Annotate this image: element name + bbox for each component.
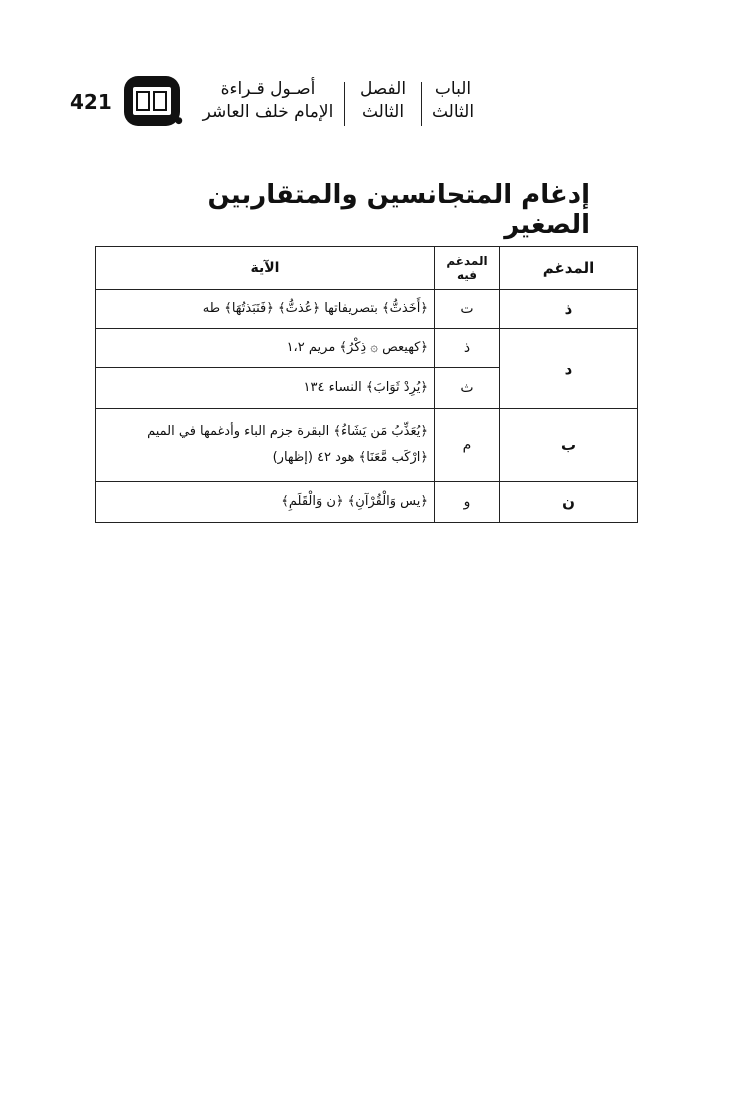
mudgham-fih-cell: ث: [435, 368, 500, 409]
mudgham-fih-cell: ذ: [435, 329, 500, 368]
header-book-title: أصـول قـراءة: [220, 79, 316, 99]
ayah-cell: [96, 290, 435, 329]
page-title: إدغام المتجانسين والمتقاربين الصغير: [207, 180, 590, 240]
header-mudgham: المدغم: [500, 247, 638, 290]
mudgham-cell: ن: [500, 482, 638, 523]
header-ayah: الآية: [96, 247, 435, 290]
mudgham-cell: ب: [500, 409, 638, 482]
ayah-cell: [96, 368, 435, 409]
ayah-cell: [96, 482, 435, 523]
table-row: [96, 409, 638, 482]
ayah-text: ﴿كهيعص ۞ ذِكْرُ﴾ مريم ١،٢: [286, 340, 428, 355]
header-divider: [344, 82, 345, 126]
book-icon: ●●: [124, 76, 180, 126]
table-row: [96, 482, 638, 523]
idgham-table: [95, 246, 638, 523]
header-book: [197, 78, 339, 124]
ayah-text: ﴿يس وَالْقُرْآنِ﴾ ﴿ن وَالْقَلَمِ﴾: [281, 494, 428, 509]
header-chapter-label: الباب: [434, 79, 472, 99]
mudgham-cell: ذ: [500, 290, 638, 329]
table-row: [96, 329, 638, 368]
mudgham-fih-cell: ت: [435, 290, 500, 329]
header-section: [349, 78, 417, 124]
page-number: 421: [70, 90, 112, 114]
header-book-subtitle: الإمام خلف العاشر: [202, 102, 334, 122]
ayah-text: ﴿يُرِدْ ثَوَابَ﴾ النساء ١٣٤: [303, 380, 428, 395]
mudgham-fih-cell: م: [435, 409, 500, 482]
table-row: [96, 290, 638, 329]
header-section-value: الثالث: [361, 102, 405, 122]
ayah-cell: [96, 409, 435, 482]
ayah-text: ﴿ارْكَب مَّعَنَا﴾ هود ٤٢ (إظهار): [272, 450, 428, 465]
header-divider: [421, 82, 422, 126]
header-chapter-value: الثالث: [431, 102, 475, 122]
header-section-label: الفصل: [359, 79, 407, 99]
ayah-text: ﴿يُعَذِّبُ مَن يَشَاءُ﴾ البقرة جزم الباء وأدغمها في الميم: [147, 424, 428, 439]
table-header-row: [96, 247, 638, 290]
mudgham-cell: د: [500, 329, 638, 409]
ayah-text: ﴿أَخَذتُّ﴾ بتصريفاتها ﴿عُذتُّ﴾ ﴿فَنَبَذتُهَا﴾ طه: [202, 301, 428, 316]
header-chapter: [426, 78, 480, 124]
mudgham-fih-cell: و: [435, 482, 500, 523]
header-mudgham-fih: المدغم فيه: [435, 247, 500, 290]
ayah-cell: [96, 329, 435, 368]
